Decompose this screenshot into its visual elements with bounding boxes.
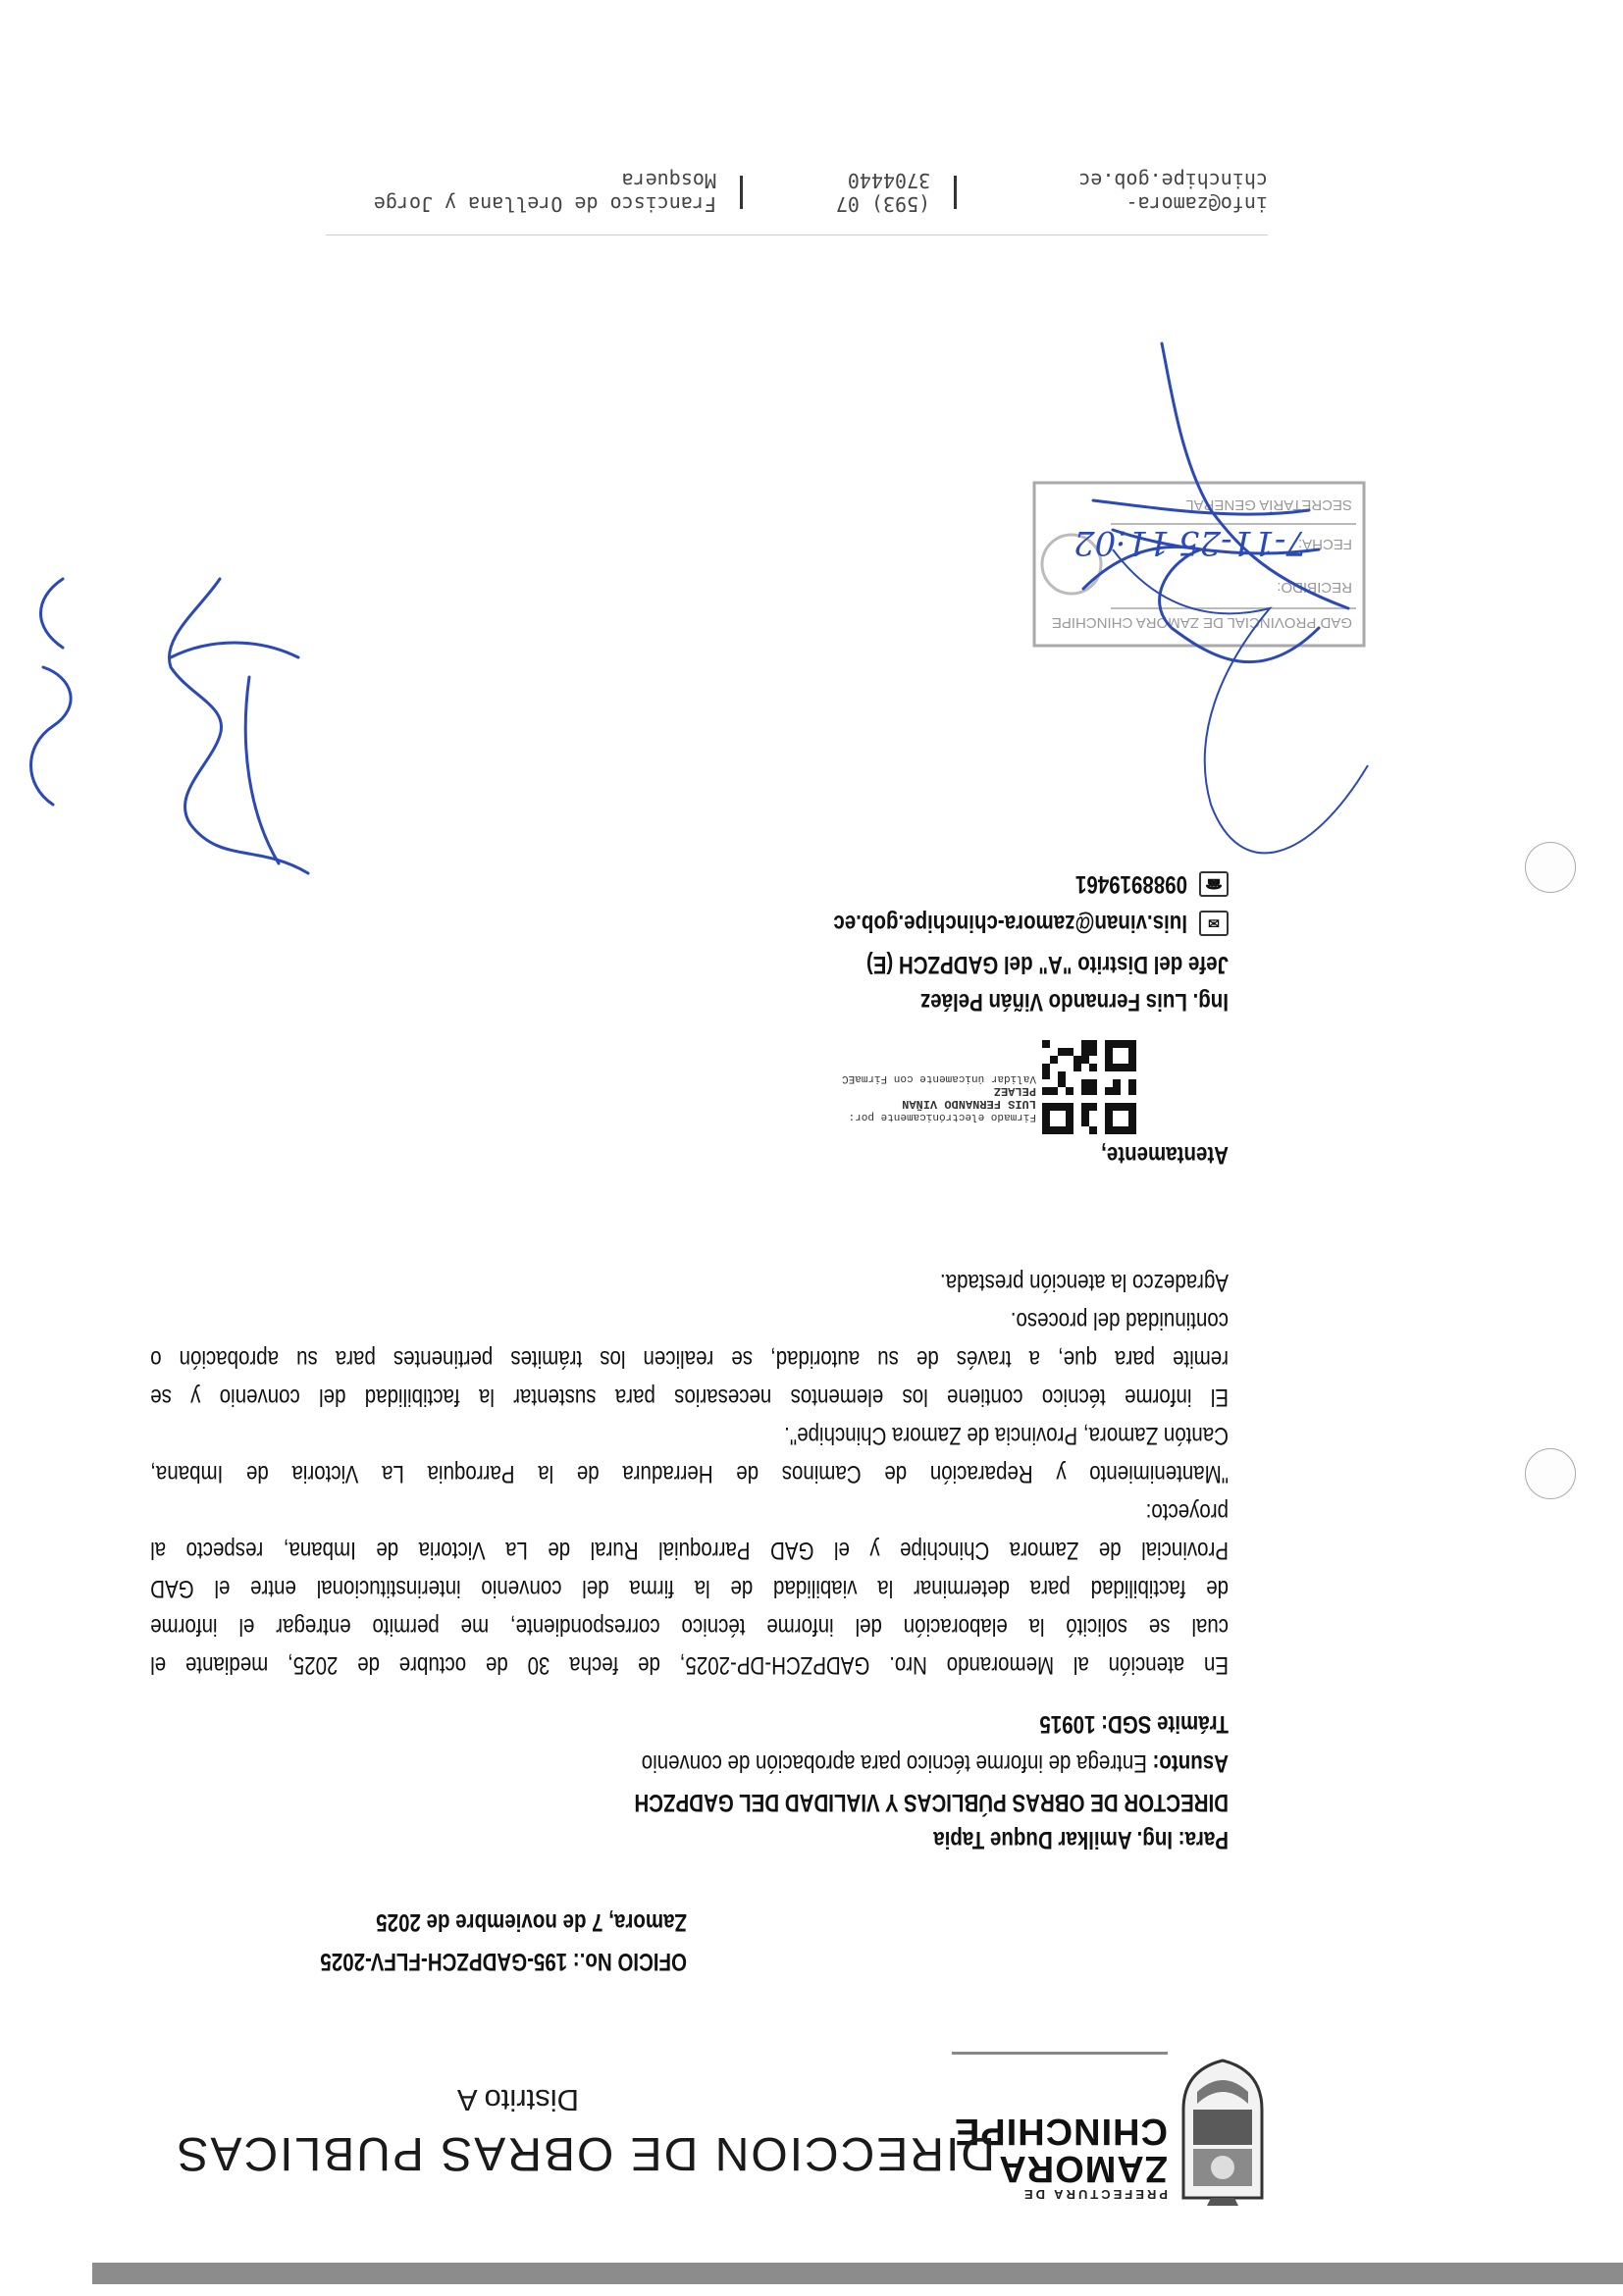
footer-address: Francisco de Orellana y Jorge Mosquera [373, 169, 716, 216]
recipient-name: Ing. Amilkar Duque Tapia [933, 1826, 1174, 1853]
e-signature-line-1: Firmado electrónicamente por: [848, 1111, 1036, 1122]
logo-small-text: PREFECTURA DE [1021, 2187, 1168, 2202]
footer-phone: (593) 07 3704440 [835, 169, 931, 216]
body-line: proyecto: [1145, 1498, 1229, 1526]
e-signature-text [842, 1071, 1036, 1122]
body-line: de factibilidad para determinar la viabilidad de la firma del convenio interinstitucional entre el GAD [150, 1575, 1229, 1602]
oficio-number: OFICIO No.: 195-GADPZCH-FLFV-2025 [320, 1948, 687, 1975]
city-date: Zamora, 7 de noviembre de 2025 [376, 1908, 687, 1936]
margin-initials [0, 569, 112, 824]
signer-title: Jefe del Distrito "A" del GADPZCH (E) [865, 951, 1229, 978]
body-line: Cantón Zamora, Provincia de Zamora Chinchipe". [784, 1422, 1229, 1449]
stamp-date-label: FECHA: [1297, 536, 1352, 552]
recipient-line [933, 1825, 1229, 1854]
footer-contact [326, 169, 1268, 216]
logo-line-2: CHINCHIPE [953, 2111, 1168, 2152]
signer-name: Ing. Luis Fernando Viñán Peláez [919, 988, 1229, 1016]
prefecture-shield-logo [1178, 2059, 1268, 2208]
body-line: continuidad del proceso. [1010, 1307, 1229, 1334]
letter-body [150, 1263, 1229, 1684]
footer-email: info@zamora-chinchipe.gob.ec [1078, 169, 1268, 216]
e-signature-validate: Validar únicamente con FirmaEC [841, 1072, 1036, 1084]
e-signature-qr-code [1042, 1040, 1136, 1134]
body-line: En atención al Memorando Nro. GADPZCH-DP-2025, de fecha 30 de octubre de 2025, mediante el [150, 1651, 1229, 1679]
subject-line [642, 1748, 1229, 1778]
stamp-handwritten-date: 7-11-25 [1178, 523, 1307, 562]
email-icon: ✉ [1199, 911, 1229, 936]
department-subtitle: Distrito A [456, 2083, 579, 2117]
logo-line-1: ZAMORA [998, 2148, 1168, 2189]
body-line: El informe técnico contiene los elementos necesarios para sustentar la factibilidad del convenio y se [150, 1383, 1229, 1411]
signer-email: luis.vinan@zamora-chinchipe.gob.ec [833, 910, 1187, 937]
footer-separator [954, 176, 957, 209]
body-line: Agradezco la atención prestada. [939, 1269, 1229, 1296]
stamp-org: GAD PROVINCIAL DE ZAMORA CHINCHIPE [1051, 614, 1352, 631]
stamp-received: RECIBIDO: [1277, 579, 1352, 596]
hole-punch [1525, 1448, 1576, 1499]
to-label: Para: [1178, 1826, 1229, 1853]
e-signature-signer: LUIS FERNANDO VIÑAN [902, 1097, 1036, 1111]
footer-separator [740, 176, 743, 209]
recipient-title: DIRECTOR DE OBRAS PÚBLICAS Y VIALIDAD DEL GADPZCH [634, 1789, 1229, 1816]
stamp-secretary: SECRETARÍA GENERAL [1185, 496, 1352, 513]
tramite-number: Trámite SGD: 10915 [1039, 1710, 1229, 1738]
signature-loop [1093, 530, 1387, 922]
body-line: Provincial de Zamora Chinchipe y el GAD Parroquial Rural de La Victoria de Imbana, respecto al [150, 1537, 1229, 1564]
stamp-handwritten-time: 11:02 [1073, 523, 1170, 562]
margin-handwriting [122, 549, 338, 903]
department-title: DIRECCION DE OBRAS PUBLICAS [175, 2127, 995, 2179]
body-line: remite para que, a través de su autoridad, se realicen los trámites pertinentes para su aprobación o [150, 1345, 1229, 1373]
closing: Atentamente, [1101, 1141, 1229, 1169]
logo-divider [952, 2052, 1168, 2055]
phone-icon: ☎ [1199, 871, 1229, 897]
subject-text: Entrega de informe técnico para aprobación de convenio [641, 1749, 1147, 1777]
body-line: cual se solicitó la elaboración del informe técnico correspondiente, me permito entregar el informe [150, 1613, 1229, 1641]
subject-label: Asunto: [1152, 1749, 1229, 1777]
signer-phone: 0988919461 [1074, 870, 1187, 898]
e-signature-signer-2: PELAEZ [993, 1084, 1036, 1098]
header-bar [92, 2263, 1623, 2284]
body-line: "Mantenimiento y Reparación de Caminos de Herradura de la Parroquia La Victoria de Imbana, [150, 1460, 1229, 1487]
hole-punch [1525, 842, 1576, 893]
